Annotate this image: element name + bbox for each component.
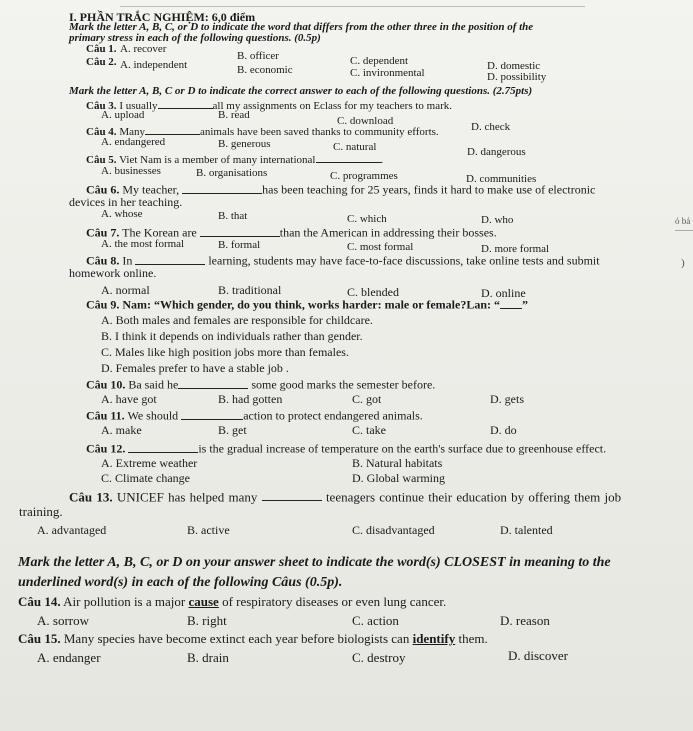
q6-stem bbox=[86, 183, 595, 196]
instruction-closest-line-2: underlined word(s) in each of the following Câus (0.5p). bbox=[18, 575, 343, 590]
q10-text-pre: Ba said he bbox=[128, 377, 179, 392]
q8-text-pre: In bbox=[122, 253, 133, 268]
instruction-stress-line-2: primary stress in each of the following questions. (0.5p) bbox=[69, 32, 321, 44]
q7-option-b: B. formal bbox=[218, 239, 261, 251]
q11-option-a: A. make bbox=[101, 423, 142, 437]
q7-text-pre: The Korean are bbox=[122, 225, 197, 240]
q10-option-a: A. have got bbox=[101, 392, 157, 406]
q4-option-a: A. endangered bbox=[101, 136, 166, 148]
q8-option-d: D. online bbox=[481, 286, 526, 300]
q10-option-b: B. had gotten bbox=[218, 392, 283, 406]
q10-stem bbox=[86, 378, 435, 391]
edge-fragment-1: ó bá bbox=[675, 216, 691, 226]
q12-option-b: B. Natural habitats bbox=[352, 456, 443, 470]
q11-number: Câu 11. bbox=[86, 408, 125, 423]
q4-option-c: C. natural bbox=[333, 141, 377, 153]
q12-option-a: A. Extreme weather bbox=[101, 456, 198, 470]
q5-option-a: A. businesses bbox=[101, 165, 161, 177]
q5-option-d: D. communities bbox=[466, 173, 537, 185]
q15-text-pre: Many species have become extinct each year before biologists can bbox=[63, 631, 410, 646]
q15-text-post: them. bbox=[458, 631, 488, 646]
q10-number: Câu 10. bbox=[86, 377, 126, 392]
q6-option-b: B. that bbox=[218, 210, 248, 222]
q1-option-c: C. dependent bbox=[350, 55, 409, 67]
q10-text-post: some good marks the semester before. bbox=[251, 377, 436, 392]
q9-option-a: A. Both males and females are responsible for childcare. bbox=[101, 313, 373, 327]
instruction-closest-line-1: Mark the letter A, B, C, or D on your answer sheet to indicate the word(s) CLOSEST in meaning to the bbox=[18, 555, 611, 570]
q8-option-a: A. normal bbox=[101, 283, 150, 297]
q14-number: Câu 14. bbox=[18, 594, 61, 609]
q3-number: Câu 3. bbox=[86, 99, 117, 112]
section-title: I. PHẦN TRẮC NGHIỆM: 6,0 điểm bbox=[69, 10, 256, 24]
q6-stem-continuation: devices in her teaching. bbox=[69, 195, 183, 209]
q9-text-post: ” bbox=[522, 297, 529, 312]
q13-option-a: A. advantaged bbox=[37, 523, 107, 537]
q6-option-c: C. which bbox=[347, 213, 387, 225]
q4-text-pre: Many bbox=[119, 125, 145, 138]
q4-number: Câu 4. bbox=[86, 125, 117, 138]
q6-blank bbox=[182, 183, 262, 194]
q11-text-pre: We should bbox=[127, 408, 179, 423]
instruction-stress-line-1: Mark the letter A, B, C, or D to indicate the word that differs from the other three in the position of the bbox=[69, 21, 534, 33]
edge-fragment-2: ) bbox=[681, 257, 685, 269]
q14-stem bbox=[18, 595, 446, 608]
q15-option-c: C. destroy bbox=[352, 650, 406, 665]
q13-stem-continuation: training. bbox=[19, 504, 63, 519]
q15-stem bbox=[18, 632, 488, 645]
q1-option-d: D. domestic bbox=[487, 60, 541, 72]
q13-option-d: D. talented bbox=[500, 523, 553, 537]
q14-option-c: C. action bbox=[352, 613, 399, 628]
q12-text-post: is the gradual increase of temperature on the earth's surface due to greenhouse effect. bbox=[198, 441, 607, 456]
q1-number: Câu 1. bbox=[86, 43, 117, 55]
q11-option-d: D. do bbox=[490, 423, 517, 437]
q9-option-d: D. Females prefer to have a stable job . bbox=[101, 361, 289, 375]
q11-option-b: B. get bbox=[218, 423, 247, 437]
q11-stem bbox=[86, 409, 423, 422]
q13-text-post: teenagers continue their education by offering them job bbox=[325, 489, 622, 505]
q2-option-a: A. independent bbox=[120, 59, 188, 71]
q8-stem-continuation: homework online. bbox=[69, 266, 157, 280]
q11-text-post: action to protect endangered animals. bbox=[243, 408, 423, 423]
q7-stem bbox=[86, 226, 497, 239]
q10-option-d: D. gets bbox=[490, 392, 524, 406]
q9-option-b: B. I think it depends on individuals rather than gender. bbox=[101, 329, 363, 343]
q7-option-a: A. the most formal bbox=[101, 238, 185, 250]
q6-text-pre: My teacher, bbox=[122, 182, 180, 197]
q13-option-b: B. active bbox=[187, 523, 230, 537]
q7-option-c: C. most formal bbox=[347, 241, 414, 253]
q12-option-c: C. Climate change bbox=[101, 471, 190, 485]
q9-stem bbox=[86, 298, 528, 311]
q3-option-d: D. check bbox=[471, 121, 511, 133]
q14-option-d: D. reason bbox=[500, 613, 550, 628]
q3-option-b: B. read bbox=[218, 109, 250, 121]
q1-option-b: B. officer bbox=[237, 50, 279, 62]
q8-text-post: learning, students may have face-to-face discussions, take online tests and submit bbox=[208, 253, 600, 268]
q8-stem bbox=[86, 254, 600, 267]
q1-option-a: A. recover bbox=[120, 43, 167, 55]
q7-number: Câu 7. bbox=[86, 225, 120, 240]
q6-number: Câu 6. bbox=[86, 182, 120, 197]
q9-text-pre: Nam: “Which gender, do you think, works harder: male or female?Lan: “ bbox=[122, 297, 501, 312]
q2-option-c: C. invironmental bbox=[350, 67, 425, 79]
q13-number: Câu 13. bbox=[69, 489, 113, 505]
q5-stem bbox=[86, 153, 383, 166]
q3-text-pre: I usually bbox=[119, 99, 158, 112]
q4-text-post: animals have been saved thanks to community efforts. bbox=[199, 125, 439, 138]
q5-text-pre: Viet Nam is a member of many international bbox=[119, 153, 316, 166]
q2-number: Câu 2. bbox=[86, 56, 117, 68]
q9-option-c: C. Males like high position jobs more than females. bbox=[101, 345, 349, 359]
q13-text-pre: UNICEF has helped many bbox=[116, 489, 258, 505]
q5-option-c: C. programmes bbox=[330, 170, 398, 182]
q12-number: Câu 12. bbox=[86, 441, 126, 456]
q6-option-a: A. whose bbox=[101, 208, 143, 220]
q14-option-b: B. right bbox=[187, 613, 227, 628]
q5-text-post: . bbox=[380, 153, 384, 166]
q7-blank bbox=[200, 226, 280, 237]
edge-rule bbox=[675, 230, 693, 231]
q4-blank bbox=[145, 125, 200, 135]
q8-number: Câu 8. bbox=[86, 253, 120, 268]
q6-option-d: D. who bbox=[481, 214, 514, 226]
q5-blank bbox=[316, 153, 381, 163]
q8-option-b: B. traditional bbox=[218, 283, 282, 297]
q15-option-b: B. drain bbox=[187, 650, 229, 665]
q14-underlined-word: cause bbox=[188, 594, 219, 609]
instruction-correct-answer: Mark the letter A, B, C or D to indicate the correct answer to each of the following questions. (2.75pts) bbox=[69, 85, 533, 97]
q2-option-d: D. possibility bbox=[487, 71, 547, 83]
q4-option-b: B. generous bbox=[218, 138, 271, 150]
q14-text-post: of respiratory diseases or even lung cancer. bbox=[222, 594, 447, 609]
q3-text-post: all my assignments on Eclass for my teachers to mark. bbox=[212, 99, 453, 112]
q15-option-a: A. endanger bbox=[37, 650, 101, 665]
q14-option-a: A. sorrow bbox=[37, 613, 89, 628]
q2-option-b: B. economic bbox=[237, 64, 293, 76]
q11-blank bbox=[181, 409, 243, 420]
q15-option-d: D. discover bbox=[508, 648, 568, 663]
q9-blank bbox=[500, 298, 522, 309]
q12-option-d: D. Global warming bbox=[352, 471, 445, 485]
q3-blank bbox=[158, 99, 213, 109]
q13-option-c: C. disadvantaged bbox=[352, 523, 435, 537]
q5-number: Câu 5. bbox=[86, 153, 117, 166]
q4-option-d: D. dangerous bbox=[467, 146, 526, 158]
q11-option-c: C. take bbox=[352, 423, 386, 437]
q7-option-d: D. more formal bbox=[481, 243, 550, 255]
q15-number: Câu 15. bbox=[18, 631, 61, 646]
q15-underlined-word: identify bbox=[412, 631, 456, 646]
q6-text-post: has been teaching for 25 years, finds it hard to make use of electronic bbox=[262, 182, 596, 197]
q5-option-b: B. organisations bbox=[196, 167, 268, 179]
q12-blank bbox=[128, 442, 198, 453]
q3-option-c: C. download bbox=[337, 115, 394, 127]
q13-stem bbox=[69, 490, 621, 503]
q13-blank bbox=[262, 490, 322, 501]
q8-option-c: C. blended bbox=[347, 285, 399, 299]
q10-option-c: C. got bbox=[352, 392, 382, 406]
q3-option-a: A. upload bbox=[101, 109, 145, 121]
q10-blank bbox=[178, 378, 248, 389]
q12-stem bbox=[86, 442, 606, 455]
q7-text-post: than the American in addressing their bosses. bbox=[279, 225, 497, 240]
q9-number: Câu 9. bbox=[86, 297, 120, 312]
q14-text-pre: Air pollution is a major bbox=[63, 594, 186, 609]
q8-blank bbox=[135, 254, 205, 265]
page-top-rule bbox=[120, 6, 585, 7]
